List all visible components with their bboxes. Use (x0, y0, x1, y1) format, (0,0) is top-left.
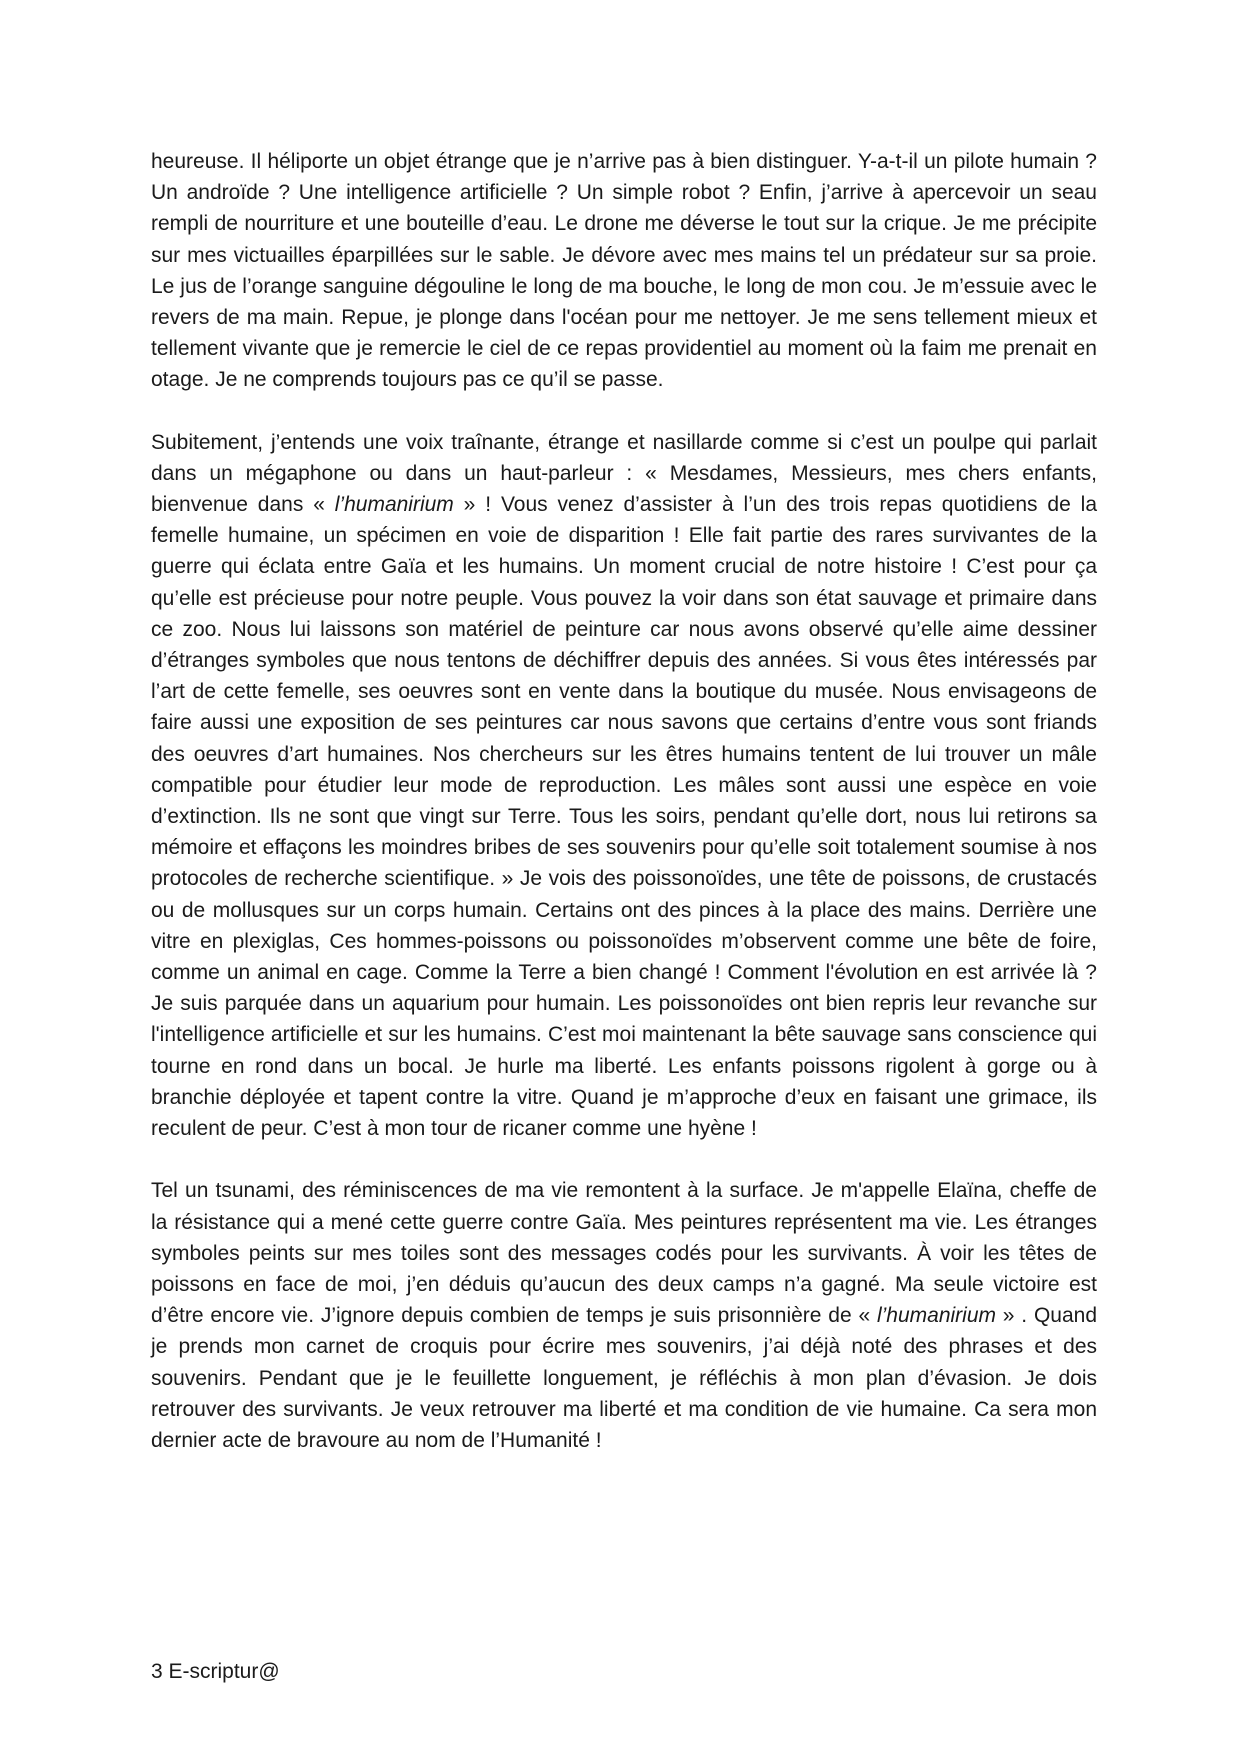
paragraph-3 (151, 1175, 1097, 1456)
paragraph-2 (151, 427, 1097, 1145)
paragraph-1-text: heureuse. Il héliporte un objet étrange que je n’arrive pas à bien distinguer. Y-a-t-il un pilote humain ? Un androïde ? Une intelligence artificielle ? Un simple robot ? Enfin, j’arrive à apercevoir un seau rempli de nourriture et une bouteille d’eau. Le drone me déverse le tout sur la crique. Je me précipite sur mes victuailles éparpillées sur le sable. Je dévore avec mes mains tel un prédateur sur sa proie. Le jus de l’orange sanguine dégouline le long de ma bouche, le long de mon cou. Je m’essuie avec le revers de ma main. Repue, je plonge dans l'océan pour me nettoyer. Je me sens tellement mieux et tellement vivante que je remercie le ciel de ce repas providentiel au moment où la faim me prenait en otage. Je ne comprends toujours pas ce qu’il se passe. (151, 150, 1097, 392)
document-body (151, 146, 1097, 1456)
paragraph-2-italic-title: l’humanirium (334, 493, 454, 517)
paragraph-2-text-b: » ! Vous venez d’assister à l’un des trois repas quotidiens de la femelle humaine, un spécimen en voie de disparition ! Elle fait partie des rares survivantes de la guerre qui éclata entre Gaïa et les humains. Un moment crucial de notre histoire ! C’est pour ça qu’elle est précieuse pour notre peuple. Vous pouvez la voir dans son état sauvage et primaire dans ce zoo. Nous lui laissons son matériel de peinture car nous avons observé qu’elle aime dessiner d’étranges symboles que nous tentons de déchiffrer depuis des années. Si vous êtes intéressés par l’art de cette femelle, ses oeuvres sont en vente dans la boutique du musée. Nous envisageons de faire aussi une exposition de ses peintures car nous savons que certains d’entre vous sont friands des oeuvres d’art humaines. Nos chercheurs sur les êtres humains tentent de lui trouver un mâle compatible pour étudier leur mode de reproduction. Les mâles sont aussi une espèce en voie d’extinction. Ils ne sont que vingt sur Terre. Tous les soirs, pendant qu’elle dort, nous lui retirons sa mémoire et effaçons les moindres bribes de ses souvenirs pour qu’elle soit totalement soumise à nos protocoles de recherche scientifique. » Je vois des poissonoïdes, une tête de poissons, de crustacés ou de mollusques sur un corps humain. Certains ont des pinces à la place des mains. Derrière une vitre en plexiglas, Ces hommes-poissons ou poissonoïdes m’observent comme une bête de foire, comme un animal en cage. Comme la Terre a bien changé ! Comment l'évolution en est arrivée là ? Je suis parquée dans un aquarium pour humain. Les poissonoïdes ont bien repris leur revanche sur l'intelligence artificielle et sur les humains. C’est moi maintenant la bête sauvage sans conscience qui tourne en rond dans un bocal. Je hurle ma liberté. Les enfants poissons rigolent à gorge ou à branchie déployée et tapent contre la vitre. Quand je m’approche d’eux en faisant une grimace, ils reculent de peur. C’est à mon tour de ricaner comme une hyène ! (151, 493, 1097, 1141)
paragraph-2-text-a: Subitement, j’entends une voix traînante, étrange et nasillarde comme si c’est un poulpe qui parlait dans un mégaphone ou dans un haut-parleur : « Mesdames, Messieurs, mes chers enfants, bienvenue dans « (151, 430, 1097, 517)
page-footer: 3 E-scriptur@ (151, 1660, 280, 1683)
paragraph-3-text-b: » . Quand je prends mon carnet de croquis pour écrire mes souvenirs, j’ai déjà noté des phrases et des souvenirs. Pendant que je le feuillette longuement, je réfléchis à mon plan d’évasion. Je dois retrouver des survivants. Je veux retrouver ma liberté et ma condition de vie humaine. Ca sera mon dernier acte de bravoure au nom de l’Humanité ! (151, 1304, 1098, 1452)
paragraph-3-italic-title: l’humanirium (876, 1304, 996, 1328)
paragraph-3-text-a: Tel un tsunami, des réminiscences de ma vie remontent à la surface. Je m'appelle Elaïna, cheffe de la résistance qui a mené cette guerre contre Gaïa. Mes peintures représentent ma vie. Les étranges symboles peints sur mes toiles sont des messages codés pour les survivants. À voir les têtes de poissons en face de moi, j’en déduis qu’aucun des deux camps n’a gagné. Ma seule victoire est d’être encore vie. J’ignore depuis combien de temps je suis prisonnière de « (151, 1179, 1097, 1328)
paragraph-1 (151, 146, 1097, 396)
